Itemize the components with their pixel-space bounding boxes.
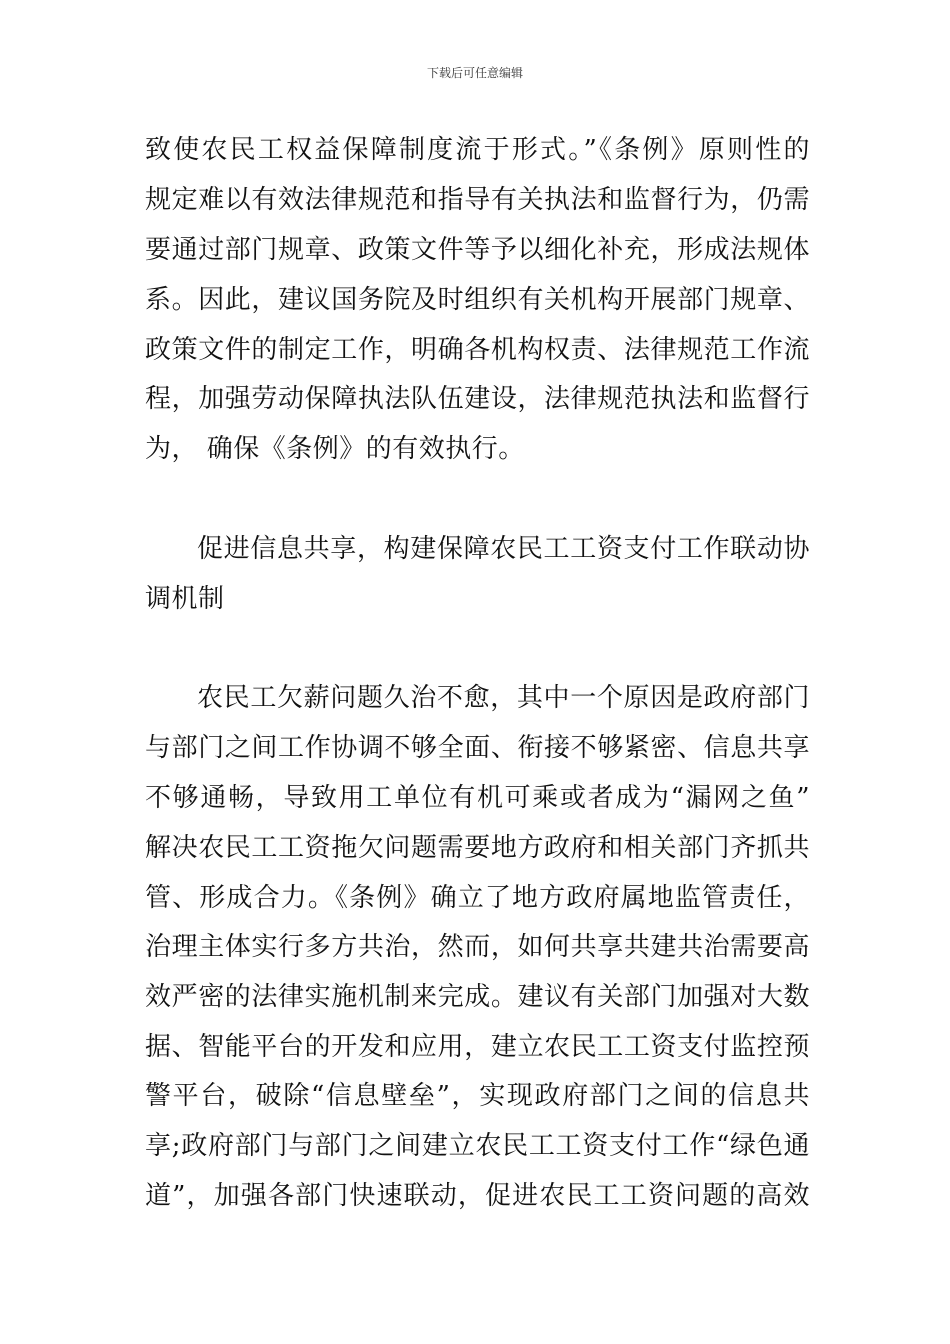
text-line: 系。因此，建议国务院及时组织有关机构开展部门规章、 [145, 285, 810, 315]
text-line: 解决农民工工资拖欠问题需要地方政府和相关部门齐抓共 [145, 833, 810, 863]
page-header: 下载后可任意编辑 [426, 66, 523, 80]
text-line: 农民工欠薪问题久治不愈，其中一个原因是政府部门 [197, 683, 810, 713]
text-line: 规定难以有效法律规范和指导有关执法和监督行为，仍需 [145, 185, 810, 215]
text-line: 警平台，破除“信息壁垒”，实现政府部门之间的信息共 [145, 1081, 810, 1111]
text-line: 促进信息共享，构建保障农民工工资支付工作联动协 [197, 534, 810, 564]
text-line: 据、智能平台的开发和应用，建立农民工工资支付监控预 [145, 1032, 810, 1062]
text-line: 治理主体实行多方共治，然而，如何共享共建共治需要高 [145, 932, 810, 962]
text-line: 政策文件的制定工作，明确各机构权责、法律规范工作流 [145, 335, 810, 365]
text-line: 致使农民工权益保障制度流于形式。”《条例》原则性的 [145, 135, 810, 165]
text-line: 不够通畅，导致用工单位有机可乘或者成为“漏网之鱼” [145, 783, 810, 813]
text-line: 程，加强劳动保障执法队伍建设，法律规范执法和监督行 [145, 384, 810, 414]
text-line: 为， 确保《条例》的有效执行。 [145, 434, 525, 464]
text-line: 要通过部门规章、政策文件等予以细化补充，形成法规体 [145, 235, 810, 265]
text-line: 与部门之间工作协调不够全面、衔接不够紧密、信息共享 [145, 733, 810, 763]
text-line: 调机制 [145, 584, 225, 614]
text-line: 效严密的法律实施机制来完成。建议有关部门加强对大数 [145, 982, 810, 1012]
text-line: 管、形成合力。《条例》确立了地方政府属地监管责任， [145, 883, 810, 913]
text-line: 道”，加强各部门快速联动，促进农民工工资问题的高效 [145, 1181, 810, 1211]
text-line: 享;政府部门与部门之间建立农民工工资支付工作“绿色通 [145, 1131, 810, 1161]
